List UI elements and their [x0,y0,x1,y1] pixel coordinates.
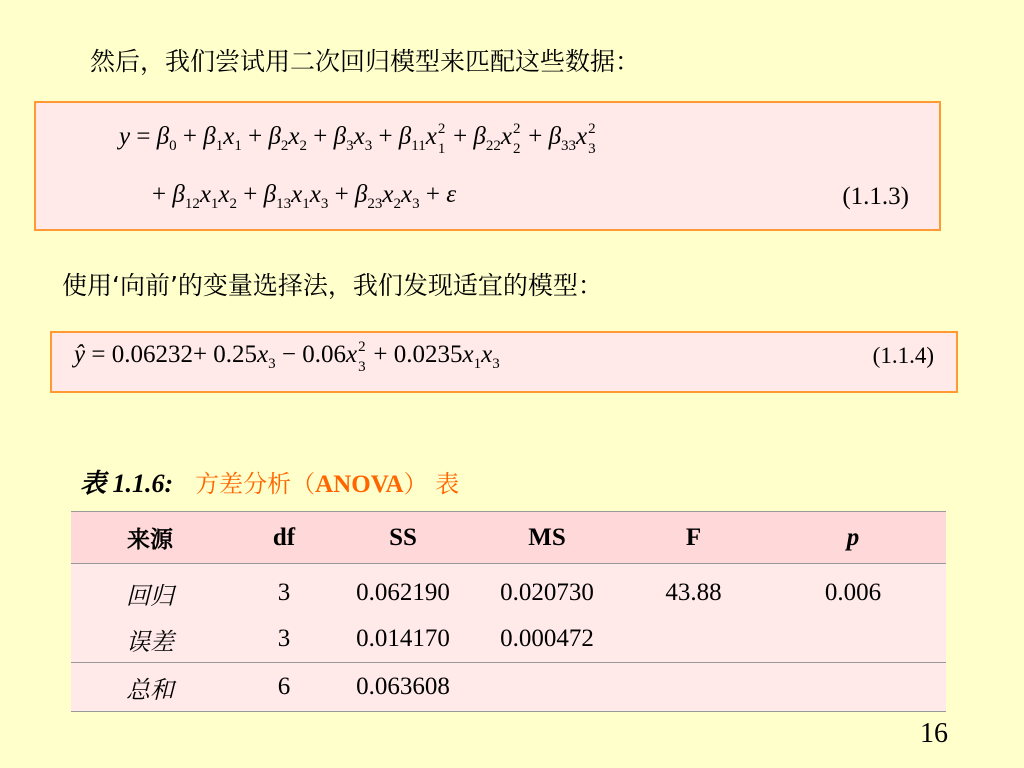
cell-p [760,663,946,712]
table-caption-label: 表 1.1.6: [80,469,174,498]
equation-1-line-1: $y = \beta_0 + \beta_1x_1 + \beta_2x_2 + \beta_3x_3 + \beta_{11}x$ 2 1 + $\beta_{22}x$ 2 2 + $\beta_{33}x$ 2 3 [119,121,596,157]
intro-text-1: 然后，我们尝试用二次回归模型来匹配这些数据： [90,47,641,76]
cell-p [760,616,946,663]
table-row [71,663,946,712]
header-p: p [760,512,946,564]
equation-1-number: (1.1.3) [842,183,909,210]
caption-title-en: ANOVA [315,471,404,498]
caption-title-cn-1: 方差分析（ [195,470,316,498]
cell-source: 误差 [71,616,229,663]
table-row [71,564,946,617]
equation-box-1 [34,101,941,231]
cell-df: 6 [229,663,339,712]
cell-ss: 0.063608 [339,663,467,712]
cell-df: 3 [229,564,339,617]
table-header-row [71,512,946,564]
header-source: 来源 [71,512,229,564]
header-ss: SS [339,512,467,564]
cell-df: 3 [229,616,339,663]
equation-box-2 [50,331,958,393]
header-ms: MS [467,512,627,564]
cell-f [627,616,760,663]
page-number: 16 [920,718,948,749]
equation-2-number: (1.1.4) [872,343,934,368]
anova-table [71,511,946,712]
cell-f: 43.88 [627,564,760,617]
cell-ms [467,663,627,712]
cell-ms: 0.020730 [467,564,627,617]
cell-ss: 0.062190 [339,564,467,617]
header-f: F [627,512,760,564]
intro-text-2: 使用‘向前’的变量选择法，我们发现适宜的模型： [62,271,603,300]
cell-f [627,663,760,712]
table-row [71,616,946,663]
cell-ms: 0.000472 [467,616,627,663]
cell-ss: 0.014170 [339,616,467,663]
header-df: df [229,512,339,564]
cell-p: 0.006 [760,564,946,617]
table-caption-title [195,470,459,498]
cell-source: 回归 [71,564,229,617]
caption-title-cn-2: ） 表 [403,470,460,498]
table-caption [80,463,459,500]
cell-source: 总和 [71,663,229,712]
equation-1-line-2: + $\beta_{12}x_1x_2 + \beta_{13}x_1x_3 + \beta_{23}x_2x_3 + \varepsilon$ [152,181,457,212]
equation-2-line: ŷ = $0.06232+ 0.25x_3 - 0.06x$ 2 3 + $0.0235x_1x_3$ [74,339,500,375]
